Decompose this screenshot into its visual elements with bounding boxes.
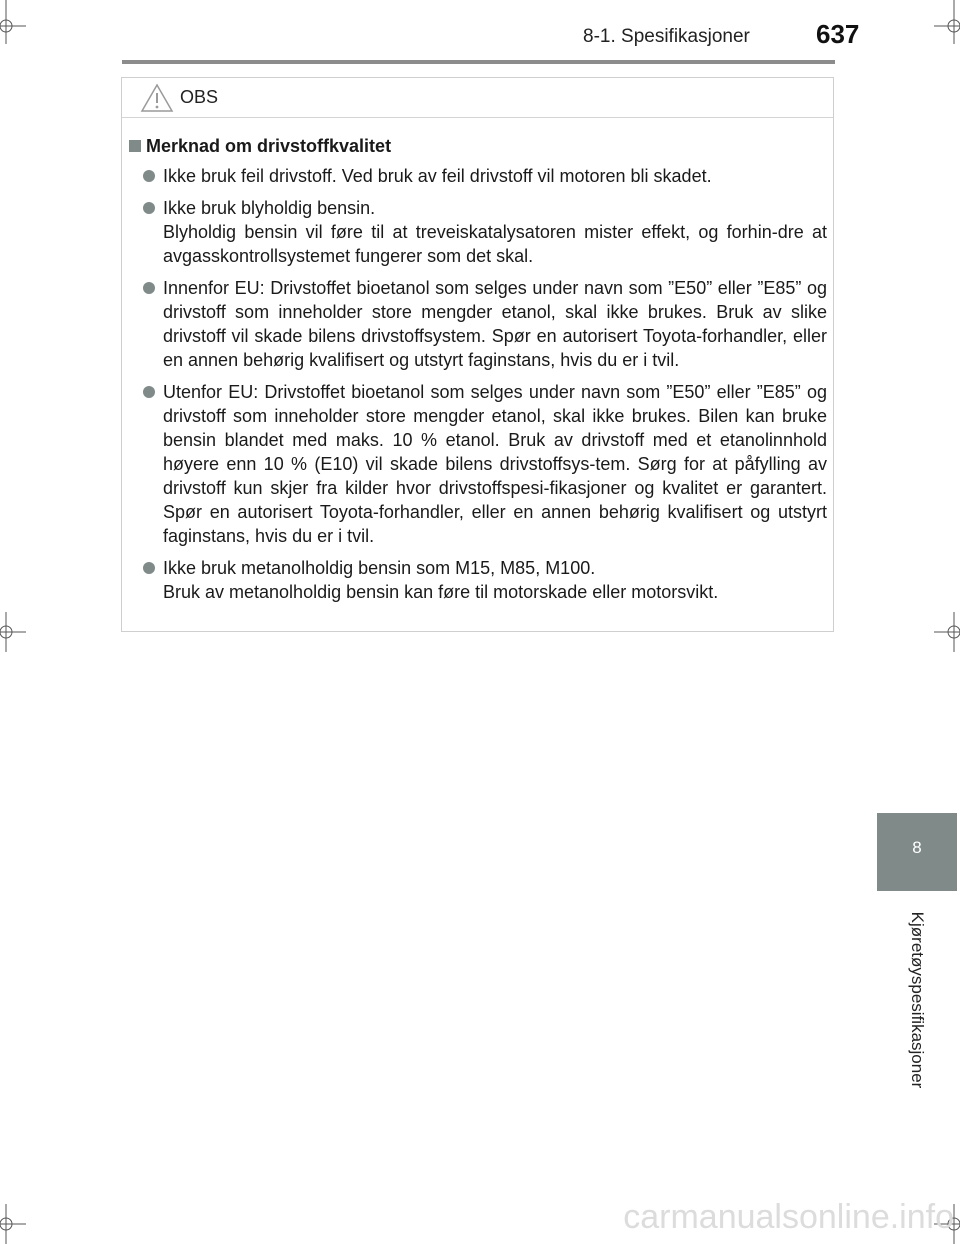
circle-bullet-icon — [143, 282, 155, 294]
circle-bullet-icon — [143, 170, 155, 182]
list-item-text: Ikke bruk metanolholdig bensin som M15, M85, M100. Bruk av metanolholdig bensin kan føre til motorskade eller motorsvikt. — [163, 558, 719, 602]
chapter-tab[interactable] — [877, 813, 957, 891]
list-item — [129, 276, 827, 372]
crop-mark-icon — [934, 612, 960, 652]
list-item — [129, 196, 827, 268]
crop-mark-icon — [0, 612, 26, 652]
chapter-label: Kjøretøyspesifikasjoner — [908, 911, 927, 1089]
watermark: carmanualsonline.info — [623, 1198, 954, 1236]
list-item-text: Utenfor EU: Drivstoffet bioetanol som selges under navn som ”E50” eller ”E85” og drivstoff som inneholder store mengder etanol, skal ikke brukes. Bilen kan bruke bensin blandet med maks. 10 % etanol. Bruk av drivstoff med et etanolinnhold høyere enn 10 % (E10) vil skade bilens drivstoffsys-tem. Sørg for at påfylling av drivstoff kun skjer fra kilder hvor drivstoffspesi-fikasjoner og kvalitet er garantert. Spør en autorisert Toyota-forhandler, eller en annen behørig kvalifisert og utstyrt faginstans, hvis du er i tvil. — [163, 382, 827, 546]
notice-section-heading — [129, 134, 827, 158]
circle-bullet-icon — [143, 202, 155, 214]
list-item — [129, 556, 827, 604]
warning-triangle-icon — [140, 83, 174, 118]
page-number: 637 — [816, 19, 860, 49]
notice-header — [122, 78, 833, 118]
notice-box — [121, 77, 834, 632]
crop-mark-icon — [934, 0, 960, 44]
header-divider — [122, 60, 835, 64]
crop-mark-icon — [0, 1204, 26, 1244]
section-title: 8-1. Spesifikasjoner — [583, 26, 750, 47]
notice-content — [129, 134, 827, 612]
list-item — [129, 164, 827, 188]
list-item — [129, 380, 827, 548]
circle-bullet-icon — [143, 562, 155, 574]
chapter-number: 8 — [912, 838, 922, 857]
list-item-text: Innenfor EU: Drivstoffet bioetanol som selges under navn som ”E50” eller ”E85” og drivstoff som inneholder store mengder etanol, skal ikke brukes. Bruk av slike drivstoff vil skade bilens drivstoffsystem. Spør en autorisert Toyota-forhandler, eller en annen behørig kvalifisert og utstyrt faginstans, hvis du er i tvil. — [163, 278, 827, 370]
notice-section-title: Merknad om drivstoffkvalitet — [146, 136, 392, 156]
square-bullet-icon — [129, 140, 141, 152]
crop-mark-icon — [0, 0, 26, 44]
list-item-text: Ikke bruk feil drivstoff. Ved bruk av feil drivstoff vil motoren bli skadet. — [163, 166, 712, 186]
circle-bullet-icon — [143, 386, 155, 398]
list-item-text: Ikke bruk blyholdig bensin. Blyholdig bensin vil føre til at treveiskatalysatoren mister effekt, og forhin-dre at avgasskontrollsystemet fungerer som det skal. — [163, 198, 827, 266]
notice-label: OBS — [180, 87, 219, 107]
